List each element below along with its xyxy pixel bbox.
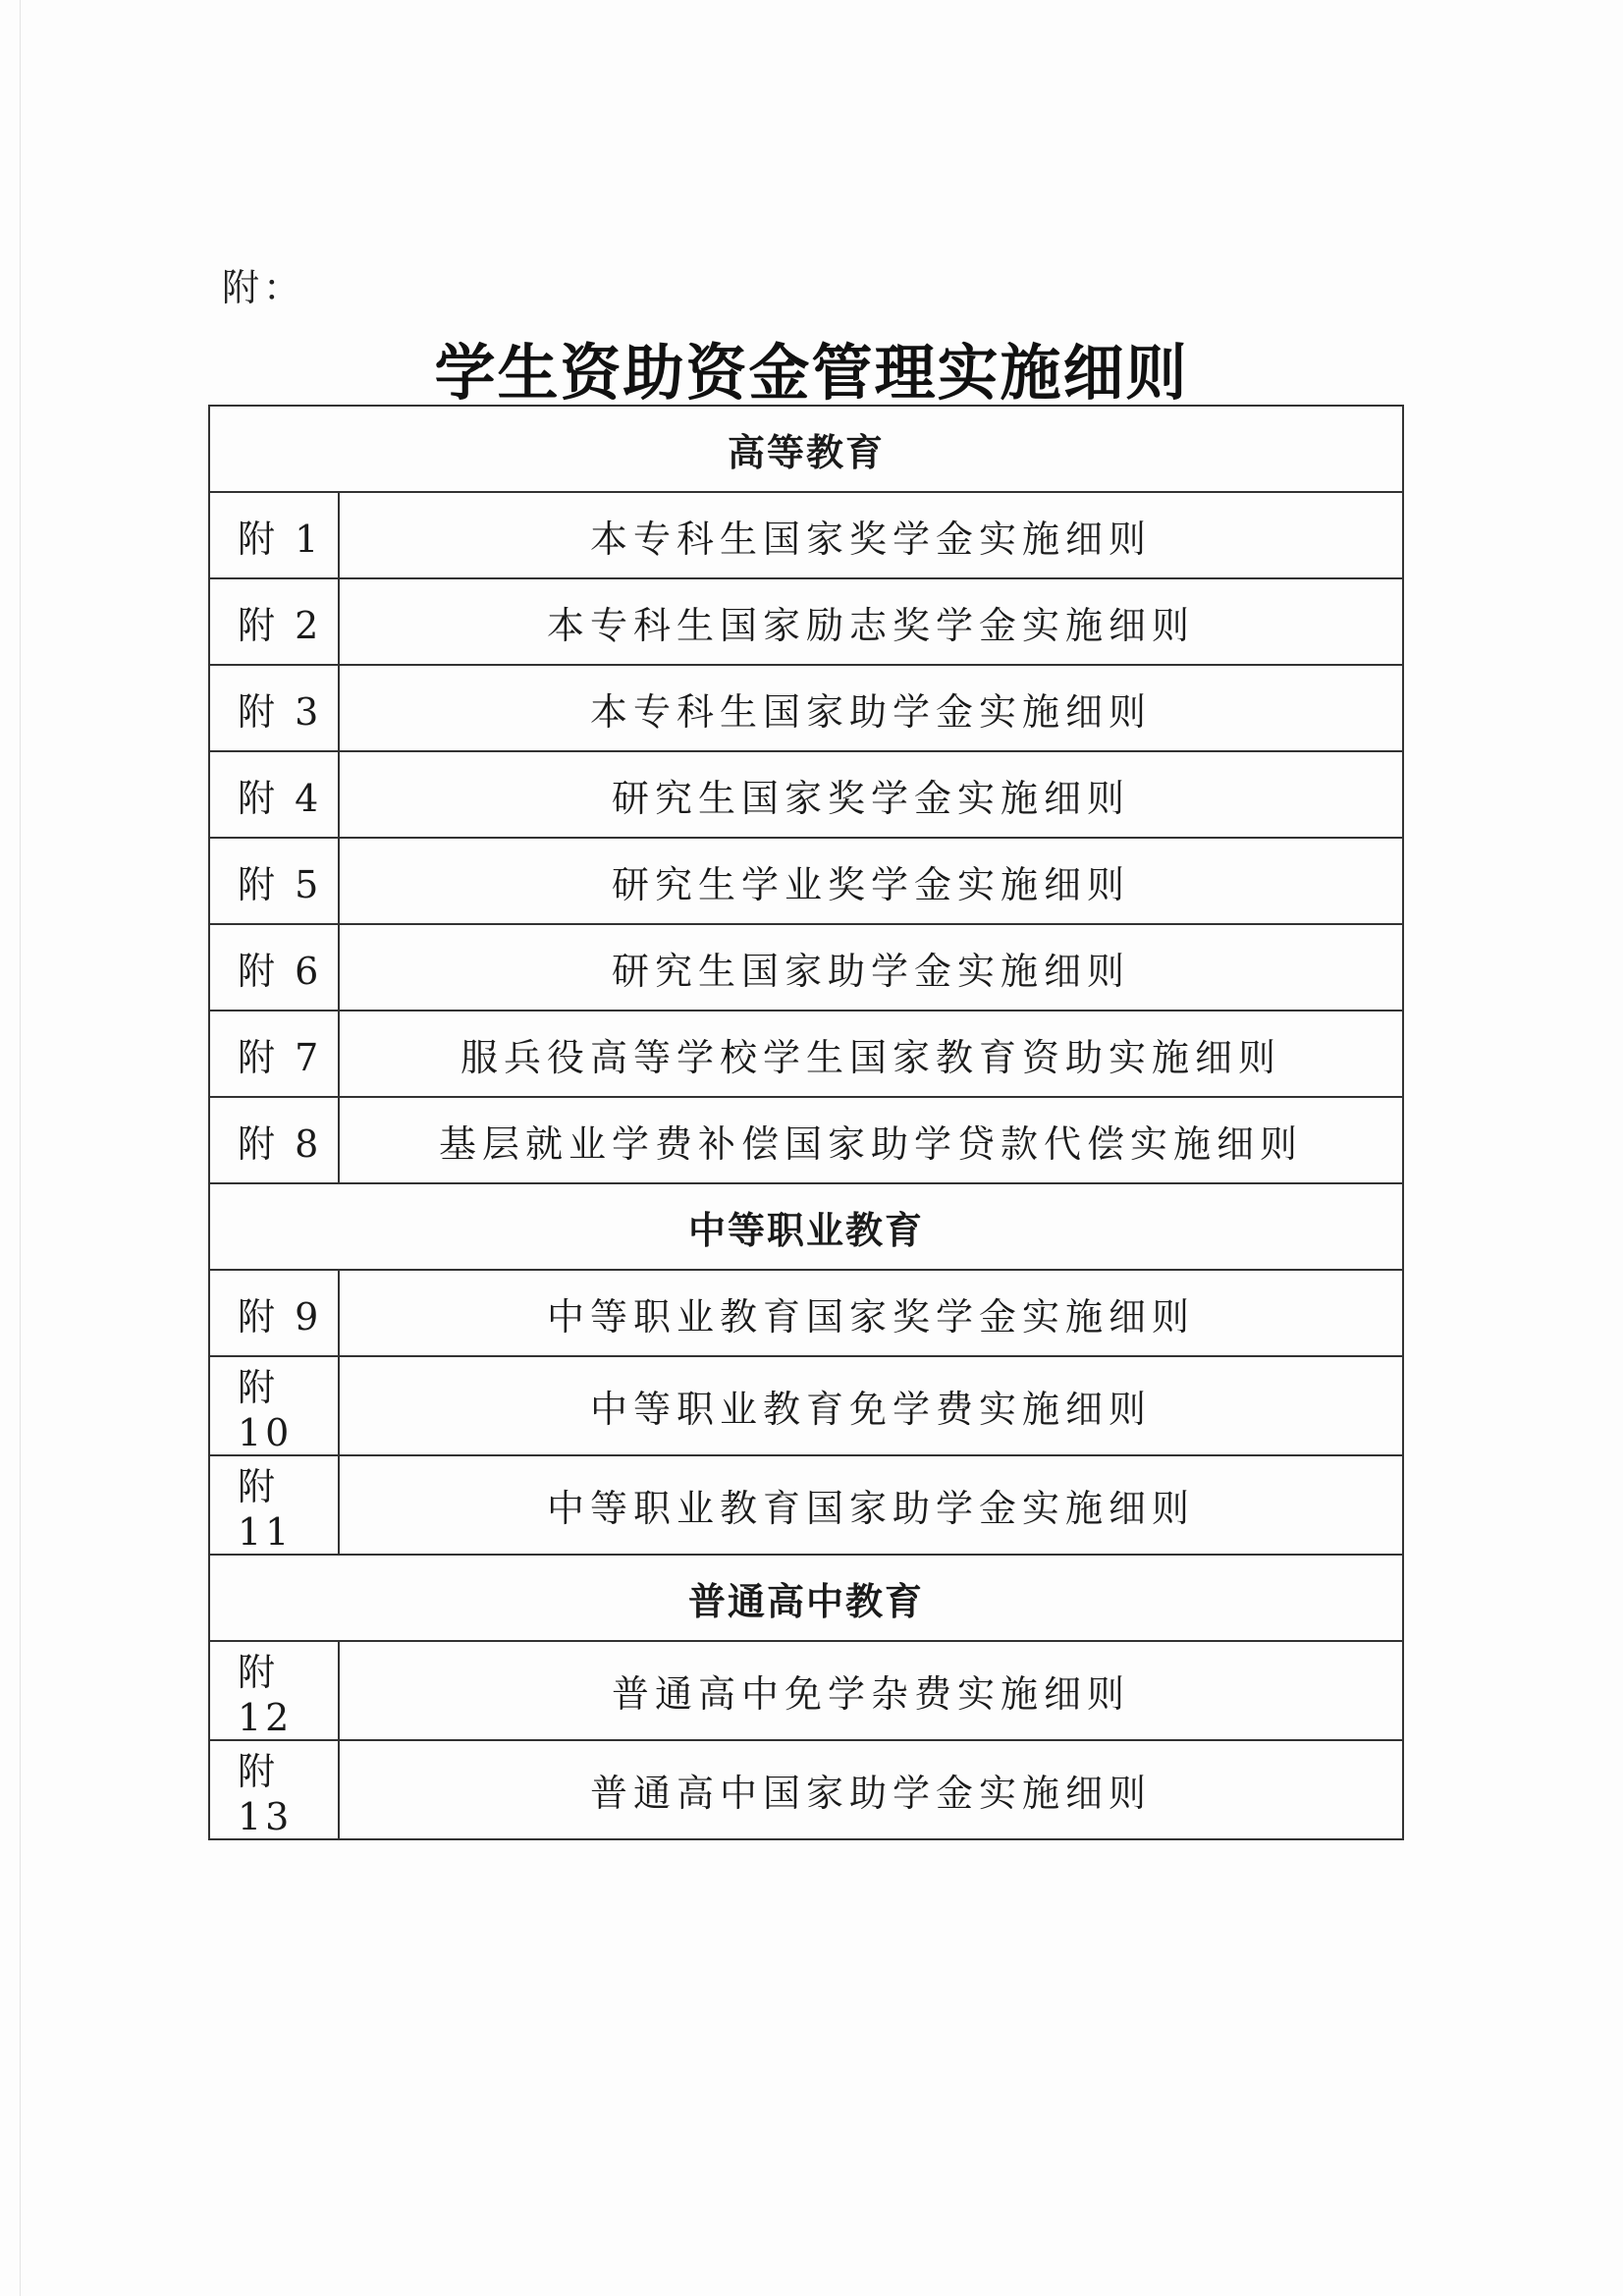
attachment-index-table [208, 405, 1404, 1840]
table-row [209, 751, 1403, 838]
table-row [209, 838, 1403, 924]
attachment-number: 附 4 [209, 751, 339, 838]
table-row [209, 578, 1403, 665]
section-heading: 普通高中教育 [209, 1555, 1403, 1641]
table-row [209, 492, 1403, 578]
attachment-number: 附 6 [209, 924, 339, 1011]
table-row [209, 1097, 1403, 1183]
table-row [209, 1270, 1403, 1356]
attachment-name: 本专科生国家助学金实施细则 [339, 665, 1403, 751]
table-row [209, 1740, 1403, 1839]
attachment-number: 附 1 [209, 492, 339, 578]
attachment-number: 附 5 [209, 838, 339, 924]
section-heading-row [209, 1183, 1403, 1270]
attachment-name: 中等职业教育国家奖学金实施细则 [339, 1270, 1403, 1356]
attachment-name: 研究生国家助学金实施细则 [339, 924, 1403, 1011]
document-title: 学生资助资金管理实施细则 [434, 337, 1189, 409]
section-heading-row [209, 1555, 1403, 1641]
attachment-number: 附 2 [209, 578, 339, 665]
table-row [209, 665, 1403, 751]
attachment-label: 附： [222, 266, 305, 309]
table-row [209, 1011, 1403, 1097]
attachment-number: 附 12 [209, 1641, 339, 1740]
table-row [209, 1455, 1403, 1555]
attachment-name: 普通高中国家助学金实施细则 [339, 1740, 1403, 1839]
table-row [209, 1356, 1403, 1455]
section-heading: 中等职业教育 [209, 1183, 1403, 1270]
attachment-number: 附 8 [209, 1097, 339, 1183]
attachment-name: 中等职业教育国家助学金实施细则 [339, 1455, 1403, 1555]
attachment-name: 服兵役高等学校学生国家教育资助实施细则 [339, 1011, 1403, 1097]
attachment-number: 附 11 [209, 1455, 339, 1555]
attachment-name: 本专科生国家励志奖学金实施细则 [339, 578, 1403, 665]
attachment-name: 本专科生国家奖学金实施细则 [339, 492, 1403, 578]
attachment-number: 附 9 [209, 1270, 339, 1356]
attachment-name: 普通高中免学杂费实施细则 [339, 1641, 1403, 1740]
attachment-number: 附 13 [209, 1740, 339, 1839]
section-heading: 高等教育 [209, 406, 1403, 492]
attachment-name: 中等职业教育免学费实施细则 [339, 1356, 1403, 1455]
table-row [209, 924, 1403, 1011]
section-heading-row [209, 406, 1403, 492]
attachment-name: 研究生国家奖学金实施细则 [339, 751, 1403, 838]
table-row [209, 1641, 1403, 1740]
attachment-name: 研究生学业奖学金实施细则 [339, 838, 1403, 924]
attachment-name: 基层就业学费补偿国家助学贷款代偿实施细则 [339, 1097, 1403, 1183]
attachment-number: 附 7 [209, 1011, 339, 1097]
attachment-number: 附 3 [209, 665, 339, 751]
attachment-number: 附 10 [209, 1356, 339, 1455]
